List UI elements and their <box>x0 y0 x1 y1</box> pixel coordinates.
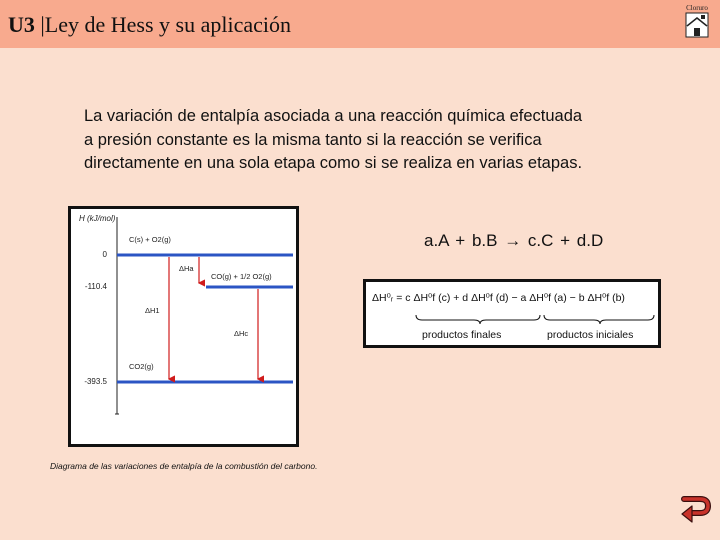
arrow-label-dha: ΔHa <box>179 264 194 273</box>
level-label-1: CO(g) + 1/2 O2(g) <box>211 272 272 281</box>
label-products: productos finales <box>422 329 502 341</box>
diagram-caption: Diagrama de las variaciones de entalpía de la combustión del carbono. <box>50 461 318 471</box>
brace-products <box>416 315 540 324</box>
level-label-0: C(s) + O2(g) <box>129 235 171 244</box>
return-arrow-icon <box>678 493 712 527</box>
return-button[interactable] <box>678 493 712 527</box>
y-axis-label: H (kJ/mol) <box>79 214 116 223</box>
arrow-label-dh1: ΔH1 <box>145 306 160 315</box>
label-reactants: productos iniciales <box>547 329 634 341</box>
enthalpy-diagram-svg <box>71 209 296 444</box>
level-value-2: -393.5 <box>84 377 107 386</box>
intro-paragraph: La variación de entalpía asociada a una reacción química efectuada a presión constante es la misma tanto si la reacción se verifica directamente en una sola etapa como si se realiza en varias etapas. <box>84 107 583 172</box>
arrow-label-dhc: ΔHc <box>234 329 249 338</box>
level-value-0: 0 <box>102 250 107 259</box>
logo <box>682 4 712 38</box>
level-label-2: CO2(g) <box>129 362 154 371</box>
title-text: |Ley de Hess y su aplicación <box>34 12 291 37</box>
header-bar <box>0 0 720 48</box>
unit-label: U3 <box>8 12 35 37</box>
logo-text: Cloruro <box>686 4 708 12</box>
brace-reactants <box>544 315 654 324</box>
enthalpy-diagram <box>68 206 299 447</box>
reaction-equation: a.A + b.B → c.C + d.D <box>424 231 604 250</box>
hess-formula-box <box>363 279 661 348</box>
level-value-1: -110.4 <box>84 282 107 291</box>
page-title <box>8 12 291 38</box>
hess-formula-svg <box>366 282 658 345</box>
hess-formula: ΔH⁰ᵣ = c ΔH⁰f (c) + d ΔH⁰f (d) − a ΔH⁰f (a) − b ΔH⁰f (b) <box>372 292 625 304</box>
